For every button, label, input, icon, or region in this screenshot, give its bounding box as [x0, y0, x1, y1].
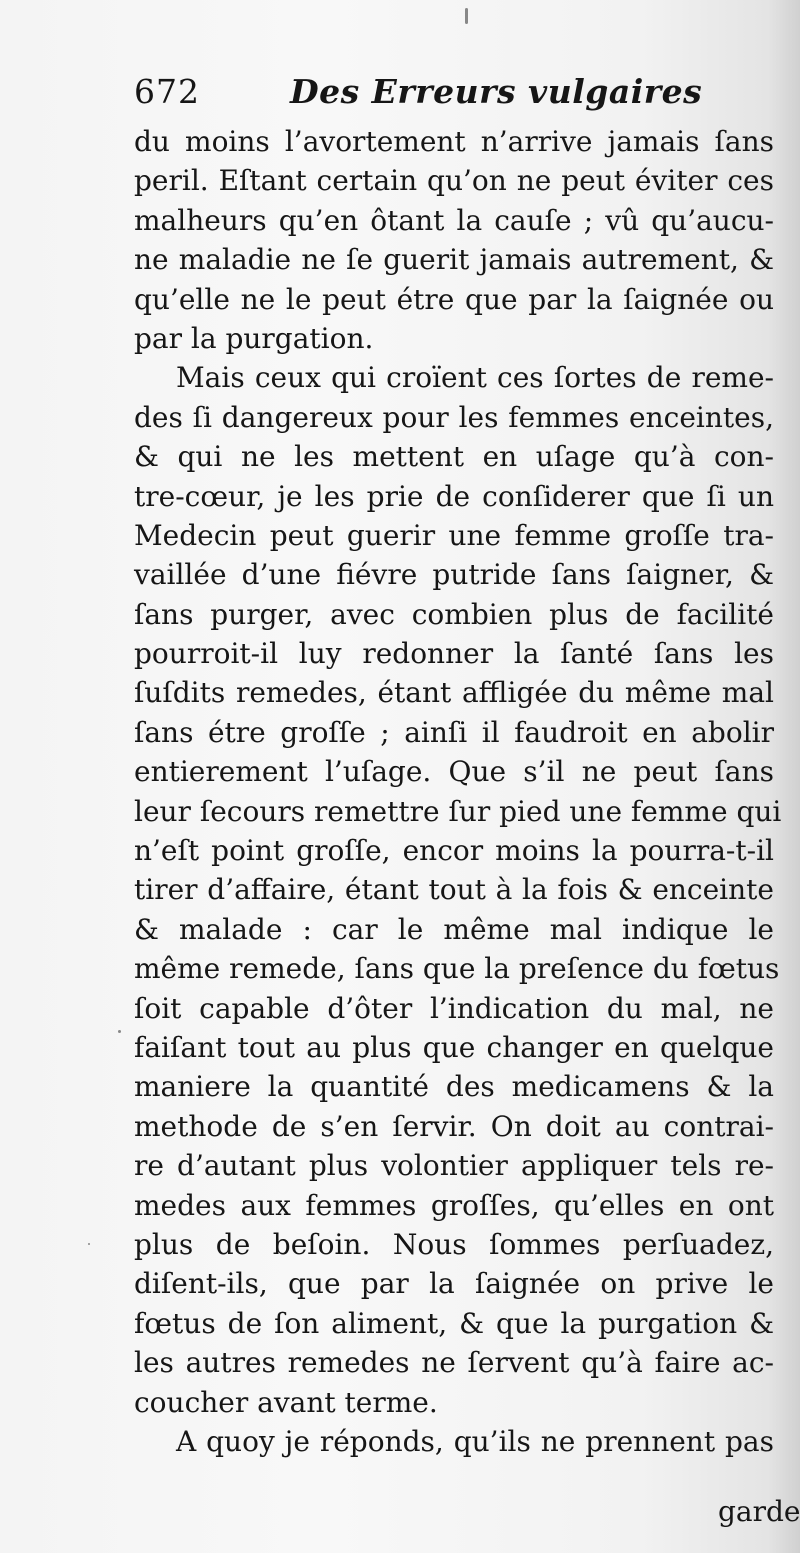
text-line: fœtus de ſon aliment, & que la purgation &: [134, 1306, 774, 1340]
text-line: ſoit capable d’ôter l’indication du mal, ne: [134, 991, 774, 1025]
text-line: entierement l’uſage. Que s’il ne peut ſans: [134, 755, 774, 789]
text-line: tirer d’affaire, étant tout à la fois & enceinte: [134, 873, 774, 907]
ink-speck: [118, 1030, 121, 1033]
text-line: & qui ne les mettent en uſage qu’à con-: [134, 440, 774, 474]
text-line: n’eſt point groſſe, encor moins la pourra-t-il: [134, 834, 774, 868]
text-line: Medecin peut guerir une femme groſſe tra-: [134, 518, 774, 552]
text-line: des ſi dangereux pour les femmes enceintes,: [134, 400, 774, 434]
ink-speck: [88, 1243, 90, 1245]
text-line: pourroit-il luy redonner la ſanté ſans les: [134, 637, 774, 671]
text-line: re d’autant plus volontier appliquer tels re-: [134, 1149, 774, 1183]
text-line: malheurs qu’en ôtant la cauſe ; vû qu’aucu-: [134, 203, 774, 237]
ink-speck: [465, 8, 468, 24]
text-line: ſuſdits remedes, étant affligée du même mal: [134, 676, 774, 710]
page-number: 672: [134, 72, 200, 111]
text-line: par la purgation.: [134, 321, 374, 355]
text-line: leur ſecours remettre ſur pied une femme qui: [134, 794, 782, 828]
page-header: [134, 72, 754, 118]
text-line: qu’elle ne le peut étre que par la ſaignée ou: [134, 282, 774, 316]
running-title: Des Erreurs vulgaires: [290, 72, 703, 111]
text-line: même remede, ſans que la preſence du fœtus: [134, 952, 780, 986]
text-line: methode de s’en ſervir. On doit au contrai-: [134, 1109, 774, 1143]
text-line: peril. Eſtant certain qu’on ne peut éviter ces: [134, 164, 774, 198]
text-line: faiſant tout au plus que changer en quelque: [134, 1030, 774, 1064]
text-line: & malade : car le même mal indique le: [134, 912, 774, 946]
text-line: A quoy je réponds, qu’ils ne prennent pas: [176, 1424, 774, 1458]
text-line: coucher avant terme.: [134, 1385, 438, 1419]
text-line: du moins l’avortement n’arrive jamais ſans: [134, 125, 774, 158]
text-line: ſans étre groſſe ; ainſi il faudroit en abolir: [134, 715, 774, 749]
text-line: diſent-ils, que par la ſaignée on prive le: [134, 1267, 774, 1301]
text-line: Mais ceux qui croïent ces ſortes de reme-: [176, 361, 774, 395]
text-line: vaillée d’une fiévre putride ſans ſaigner, &: [134, 558, 774, 592]
text-line: les autres remedes ne ſervent qu’à faire ac-: [134, 1346, 774, 1380]
text-line: plus de beſoin. Nous ſommes perſuadez,: [134, 1227, 774, 1261]
text-line: ne maladie ne ſe guerit jamais autrement, &: [134, 243, 774, 277]
text-line: maniere la quantité des medicamens & la: [134, 1070, 774, 1104]
catchword: garde: [718, 1495, 800, 1528]
text-line: tre-cœur, je les prie de conſiderer que ſi un: [134, 479, 774, 513]
body-text: [134, 122, 782, 1461]
text-line: ſans purger, avec combien plus de facilité: [134, 597, 774, 631]
text-line: medes aux femmes groſſes, qu’elles en ont: [134, 1188, 774, 1222]
